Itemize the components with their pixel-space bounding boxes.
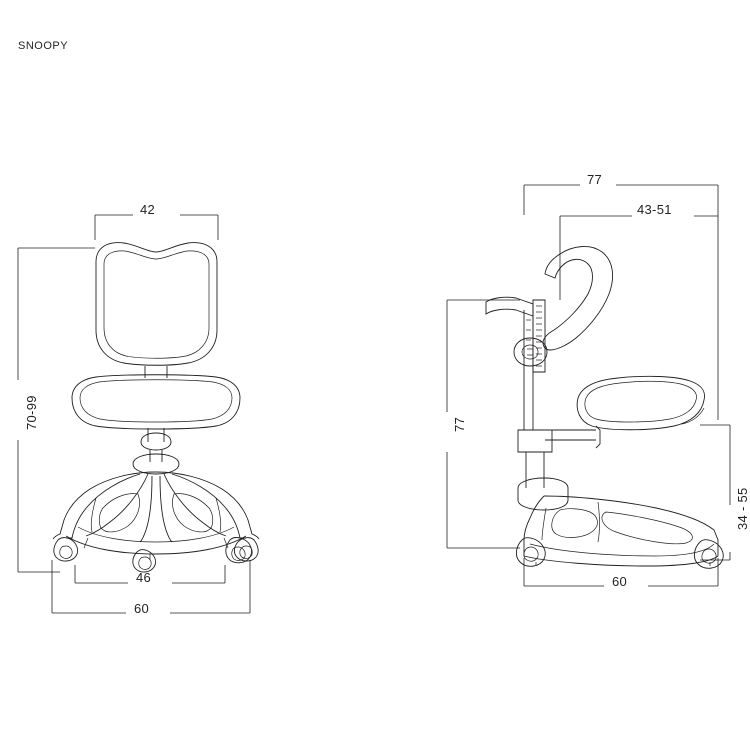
dim-label-front-total-height: 70-99	[24, 395, 39, 430]
dim-label-front-seat-width: 42	[140, 202, 156, 217]
dim-label-side-height: 77	[452, 416, 467, 432]
dim-label-side-total-depth: 77	[587, 172, 603, 187]
dim-label-side-base-depth: 60	[612, 574, 628, 589]
side-view-chair	[486, 246, 723, 568]
dim-label-side-seat-height-range: 34 - 55	[735, 487, 750, 530]
front-view-chair	[53, 243, 259, 572]
dim-label-front-base-width: 60	[134, 601, 150, 616]
dim-label-front-base-inner: 46	[136, 570, 152, 585]
dim-label-side-backrest-range: 43-51	[637, 202, 672, 217]
page-title: SNOOPY	[18, 40, 69, 52]
